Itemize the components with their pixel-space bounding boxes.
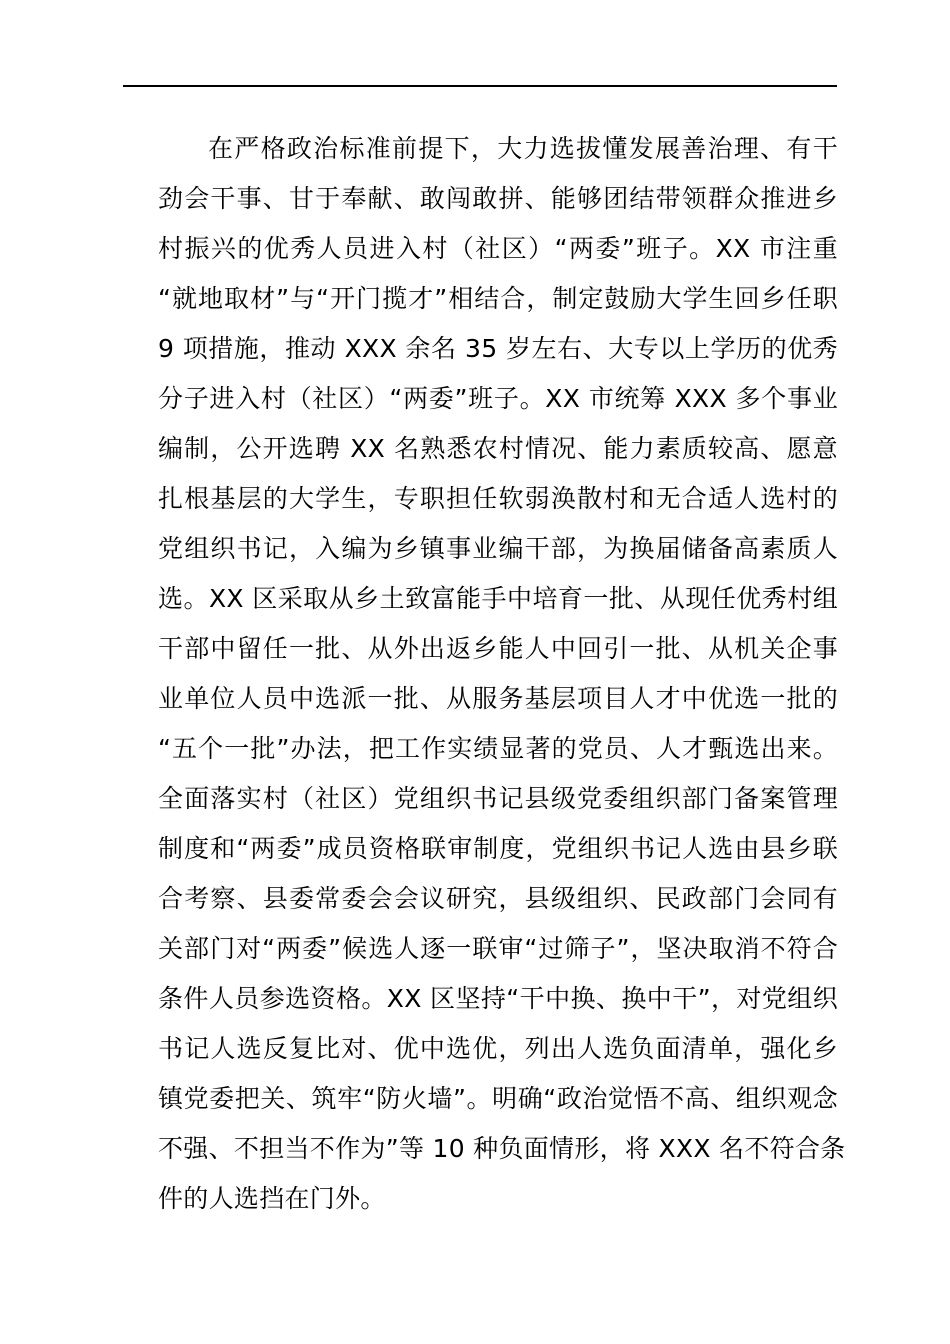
text-line: 干部中留任一批、从外出返乡能人中回引一批、从机关企事 — [158, 634, 838, 663]
text-line: 劲会干事、甘于奉献、敢闯敢拼、能够团结带领群众推进乡 — [158, 184, 838, 213]
text-line: 全面落实村（社区）党组织书记县级党委组织部门备案管理 — [158, 784, 838, 813]
text-line: 党组织书记，入编为乡镇事业编干部，为换届储备高素质人 — [158, 534, 838, 563]
text-line: 分子进入村（社区）“两委”班子。XX 市统筹 XXX 多个事业 — [158, 384, 838, 413]
text-line: 扎根基层的大学生，专职担任软弱涣散村和无合适人选村的 — [158, 484, 838, 513]
text-line: 村振兴的优秀人员进入村（社区）“两委”班子。XX 市注重 — [158, 234, 838, 263]
text-line: 条件人员参选资格。XX 区坚持“干中换、换中干”，对党组织 — [158, 984, 838, 1013]
text-line: 关部门对“两委”候选人逐一联审“过筛子”，坚决取消不符合 — [158, 934, 838, 963]
text-line: 编制，公开选聘 XX 名熟悉农村情况、能力素质较高、愿意 — [158, 434, 838, 463]
text-line: 在严格政治标准前提下，大力选拔懂发展善治理、有干 — [208, 134, 838, 163]
text-line: 合考察、县委常委会会议研究，县级组织、民政部门会同有 — [158, 884, 838, 913]
text-line: 制度和“两委”成员资格联审制度，党组织书记人选由县乡联 — [158, 834, 838, 863]
text-line: 9 项措施，推动 XXX 余名 35 岁左右、大专以上学历的优秀 — [158, 334, 838, 363]
text-line: 镇党委把关、筑牢“防火墙”。明确“政治觉悟不高、组织观念 — [158, 1084, 838, 1113]
body-paragraph — [158, 124, 846, 1224]
text-line: “就地取材”与“开门揽才”相结合，制定鼓励大学生回乡任职 — [158, 284, 838, 313]
header-rule — [123, 85, 837, 87]
text-line: 选。XX 区采取从乡土致富能手中培育一批、从现任优秀村组 — [158, 584, 838, 613]
text-line: 件的人选挡在门外。 — [158, 1184, 386, 1213]
text-line: 书记人选反复比对、优中选优，列出人选负面清单，强化乡 — [158, 1034, 838, 1063]
text-line: 业单位人员中选派一批、从服务基层项目人才中优选一批的 — [158, 684, 838, 713]
text-line: “五个一批”办法，把工作实绩显著的党员、人才甄选出来。 — [158, 734, 838, 763]
text-line: 不强、不担当不作为”等 10 种负面情形，将 XXX 名不符合条 — [158, 1134, 846, 1163]
